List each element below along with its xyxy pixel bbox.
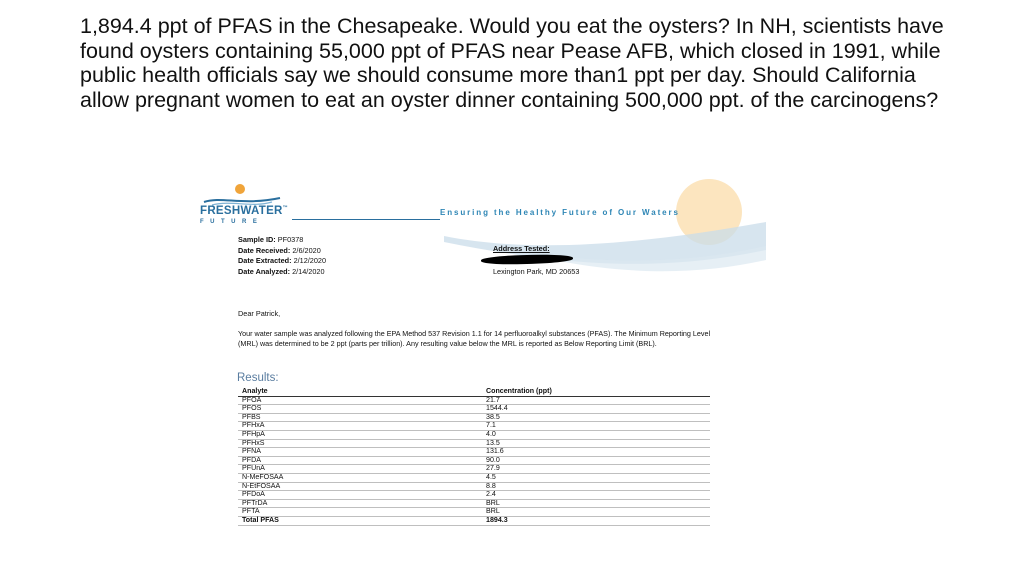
concentration-cell: 27.9 [482, 465, 710, 474]
concentration-cell: 2.4 [482, 491, 710, 500]
tagline: Ensuring the Healthy Future of Our Waters [440, 208, 680, 217]
table-row [238, 473, 710, 482]
analyte-cell: PFOA [238, 396, 482, 405]
report-body: Your water sample was analyzed following the EPA Method 537 Revision 1.1 for 14 perfluoroalkyl substances (PFAS). The Minimum Reporting Level (MRL) was determined to be 2 ppt (parts per trillion). Any resulting value below the MRL is reported as Below Reporting Limit (BRL). [238, 329, 711, 348]
analyte-cell: PFHpA [238, 430, 482, 439]
concentration-cell: 1544.4 [482, 405, 710, 414]
table-row [238, 482, 710, 491]
table-row [238, 430, 710, 439]
address-city: Lexington Park, MD 20653 [493, 267, 580, 276]
results-heading: Results: [237, 372, 279, 384]
table-row [238, 396, 710, 405]
analyte-cell: PFUnA [238, 465, 482, 474]
analyte-cell: PFHxA [238, 422, 482, 431]
greeting: Dear Patrick, [238, 309, 281, 318]
column-header: Analyte [238, 388, 482, 396]
total-label: Total PFAS [238, 516, 482, 525]
concentration-cell: 90.0 [482, 456, 710, 465]
concentration-cell: 4.5 [482, 473, 710, 482]
concentration-cell: BRL [482, 499, 710, 508]
concentration-cell: 38.5 [482, 413, 710, 422]
analyte-cell: PFHxS [238, 439, 482, 448]
column-header: Concentration (ppt) [482, 388, 710, 396]
slide-body-text: 1,894.4 ppt of PFAS in the Chesapeake. Would you eat the oysters? In NH, scientists have found oysters containing 55,000 ppt of PFAS near Pease AFB, which closed in 1991, while public health officials say we should consume more than1 ppt per day. Should California allow pregnant women to eat an oyster dinner containing 500,000 ppt. of the carcinogens? [80, 14, 944, 112]
sample-meta [238, 235, 326, 277]
concentration-cell: 21.7 [482, 396, 710, 405]
wave-swoosh-graphic [444, 214, 766, 294]
concentration-cell: 7.1 [482, 422, 710, 431]
address-label: Address Tested: [493, 244, 550, 253]
total-value: 1894.3 [482, 516, 710, 525]
analyte-cell: PFTrDA [238, 499, 482, 508]
analyte-cell: PFDoA [238, 491, 482, 500]
meta-sample-id: Sample ID: PF0378 [238, 235, 304, 244]
table-header-row [238, 388, 710, 396]
table-row [238, 508, 710, 517]
meta-date-received: Date Received: 2/6/2020 [238, 245, 321, 255]
analyte-cell: PFTA [238, 508, 482, 517]
table-row [238, 499, 710, 508]
analyte-cell: N-MeFOSAA [238, 473, 482, 482]
results-table [238, 388, 710, 526]
concentration-cell: 13.5 [482, 439, 710, 448]
analyte-cell: PFDA [238, 456, 482, 465]
logo-subtitle: FUTURE [200, 219, 264, 225]
table-row [238, 422, 710, 431]
analyte-cell: PFNA [238, 448, 482, 457]
table-row [238, 439, 710, 448]
table-row [238, 405, 710, 414]
meta-date-extracted: Date Extracted: 2/12/2020 [238, 256, 327, 265]
logo-wordmark: FRESHWATER™ [200, 205, 288, 217]
total-row [238, 516, 710, 525]
concentration-cell: BRL [482, 508, 710, 517]
table-row [238, 491, 710, 500]
concentration-cell: 4.0 [482, 430, 710, 439]
meta-date-analyzed: Date Analyzed: 2/14/2020 [238, 266, 325, 276]
lab-report-image [196, 176, 766, 572]
table-row [238, 465, 710, 474]
logo-drop-icon [235, 184, 245, 194]
table-row [238, 448, 710, 457]
header-rule [292, 219, 440, 220]
concentration-cell: 131.6 [482, 448, 710, 457]
table-row [238, 413, 710, 422]
table-row [238, 456, 710, 465]
analyte-cell: N-EtFOSAA [238, 482, 482, 491]
concentration-cell: 8.8 [482, 482, 710, 491]
analyte-cell: PFBS [238, 413, 482, 422]
analyte-cell: PFOS [238, 405, 482, 414]
